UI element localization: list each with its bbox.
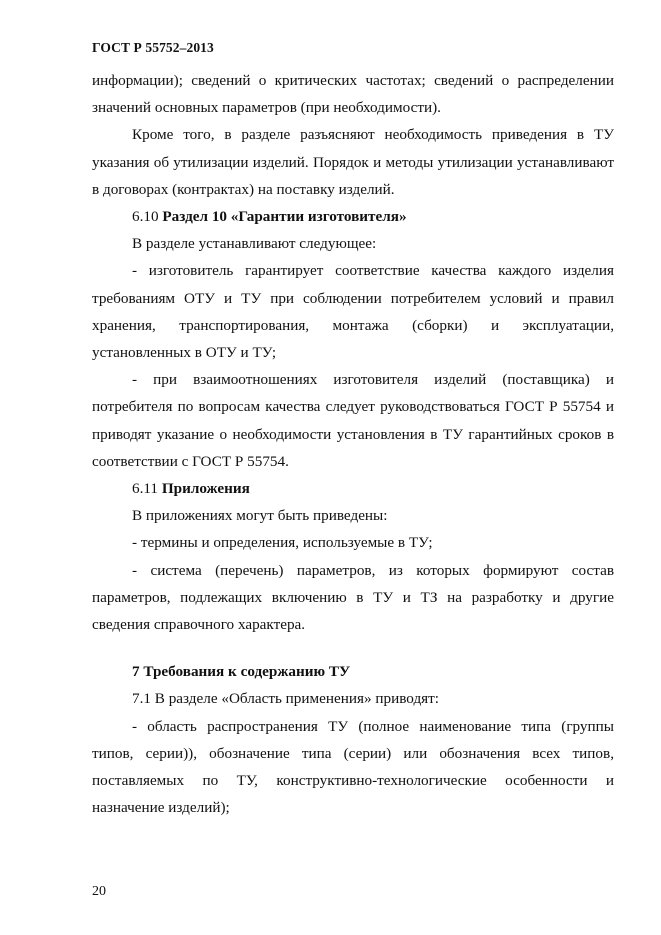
page-body xyxy=(92,67,614,821)
list-item-relationships: - при взаимоотношениях изготовителя изделий (поставщика) и потребителя по вопросам качества следует руководствоваться ГОСТ Р 55754 и приводят указание о необходимости установления в ТУ гарантийных сроков в соответствии с ГОСТ Р 55754. xyxy=(92,371,614,470)
list-item-terms: - термины и определения, используемые в ТУ; xyxy=(132,534,433,552)
list-item-parameter-system: - система (перечень) параметров, из которых формируют состав параметров, подлежащих включению в ТУ и ТЗ на разработку и другие сведения справочного характера. xyxy=(92,561,614,634)
list-item-manufacturer-guarantee: - изготовитель гарантирует соответствие качества каждого изделия требованиям ОТУ и ТУ при соблюдении потребителем условий и правил хранения, транспортирования, монтажа (сборки) и эксплуатации, установленных в ОТУ и ТУ; xyxy=(92,262,614,362)
heading-6-10-title: Раздел 10 «Гарантии изготовителя» xyxy=(162,208,407,226)
paragraph-appendices: В приложениях могут быть приведены: xyxy=(132,507,388,525)
section-7-heading: 7 Требования к содержанию ТУ xyxy=(132,663,351,681)
document-code-header: ГОСТ Р 55752–2013 xyxy=(92,40,214,55)
heading-6-10 xyxy=(92,203,614,230)
list-item-scope: - область распространения ТУ (полное наименование типа (группы типов, серии)), обозначение типа (серии) или обозначения всех типов, поставляемых по ТУ, конструктивно-технологические особенности и назначение изделий); xyxy=(92,717,614,817)
paragraph-section-establishes: В разделе устанавливают следующее: xyxy=(132,235,377,253)
page-number: 20 xyxy=(92,884,106,899)
paragraph-continuation: информации); сведений о критических частотах; сведений о распределении значений основных параметров (при необходимости). xyxy=(92,72,614,117)
heading-6-11-number: 6.11 xyxy=(132,480,159,498)
paragraph-7-1: 7.1 В разделе «Область применения» приводят: xyxy=(132,690,440,708)
heading-6-11-title: Приложения xyxy=(161,480,250,498)
heading-6-11 xyxy=(92,475,614,502)
paragraph-utilization: Кроме того, в разделе разъясняют необходимость приведения в ТУ указания об утилизации изделий. Порядок и методы утилизации устанавливают в договорах (контрактах) на поставку изделий. xyxy=(92,126,614,198)
heading-6-10-number: 6.10 xyxy=(132,208,159,226)
